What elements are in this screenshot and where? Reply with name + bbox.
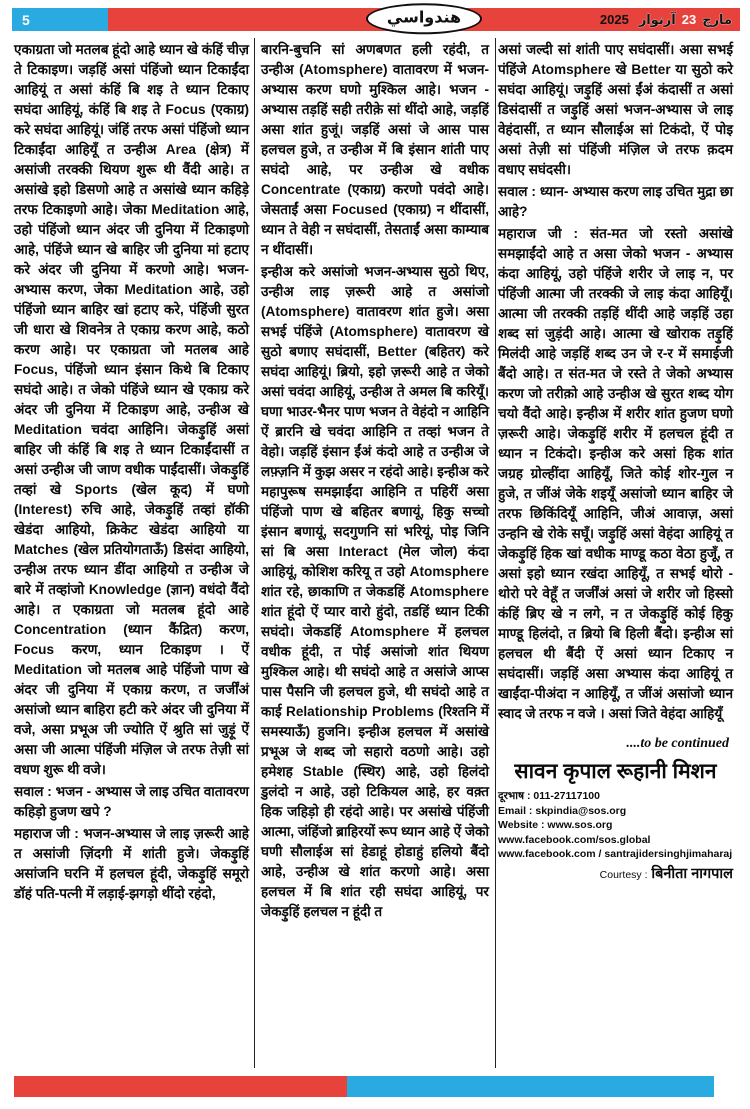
to-be-continued: ....to be continued — [626, 736, 729, 751]
date-month-word: مارچ — [702, 11, 732, 27]
question-heading — [498, 182, 733, 222]
page-number-box — [12, 8, 108, 31]
paragraph — [498, 40, 733, 180]
answer-label: महाराज जी : — [498, 226, 579, 241]
facebook-line-1: www.facebook.com/sos.global — [498, 833, 651, 846]
header-red-bar — [108, 8, 740, 31]
page-number: 5 — [22, 11, 30, 28]
question-label: सवाल : — [14, 784, 52, 799]
answer-label: महाराज जी : — [14, 826, 79, 841]
page-header — [12, 8, 740, 31]
date-words — [639, 12, 732, 28]
question-text: भजन - अभ्यास जे लाइ उचित वातावरण कहिड़ो हुजण खपे ? — [14, 784, 249, 819]
mission-name: सावन कृपाल रूहानी मिशन — [514, 760, 717, 783]
question-label: सवाल : — [498, 184, 536, 199]
website-label: Website : — [498, 819, 545, 831]
phone-line — [498, 789, 733, 804]
contact-lines — [498, 789, 733, 862]
paragraph-text: एकाग्रता जो मतलब हूंदो आहे ध्यान खे कंहिं चीज़ ते टिकाइण। जड़हिं असां पंहिंजो ध्यान टिकाईंदा आहियूं त असां कंहिं बि शइ ते ध्यान टिकाए सघंदा आहियूं, कंहिं बि शइ ते Focus (एकाग्र) करे सघंदा आहियूं। जंहिं तरफ असां पंहिंजो ध्यान टिकाईंदा आहियूँ त उन्हीअ Area (क्षेत्र) में असांजी तरक्की थियण शुरू थी वैंदी आहे। त असांखे इहो डिसणो आहे त असांखे ध्यान कहिड़े तरफ टिकाइणो आहे। जेका Meditation आहे, उहो पंहिंजो ध्यान अंदर जी दुनिया में टिकाइणो आहे, पंहिंजे ध्यान खे बाहिर जी दुनिया मां हटाए करे अंदर जी दुनिया में करणो आहे। भजन-अभ्यास करण, जेका Meditation आहे, उहो पंहिंजो ध्यान बाहिर खां हटाए करे, पंहिंजी सुरत जी धारा खे शिवनेत्र ते एकाग्र करण आहे, कठो करण आहे। पर एकाग्रता जो मतलब आहे Focus, पंहिंजो ध्यान इंसान किथे बि टिकाए सघंदो आहे। त जेको पंहिंजे ध्यान खे एकाग्र करे अंदर जी दुनिया में टिकाइण आहे, उन्हीअ खे Meditation चवंदा आहिनि। जेकड़ुहिं असां बाहिर जी कंहिं बि शइ ते ध्यान टिकाईंदासीं त असां उन्हीअ जी जाण वधीक पाईंदासीं। जेकड़ुहिं तव्हां खे Sports (खेल कूद) में घणो (Interest) रुचि आहे, जेकड़ुहिं तव्हां हॉकी खेडंदा आहियो, क्रिकेट खेडंदा आहियो या Matches (खेल प्रतियोगताऊँ) डिसंदा आहियो, उन्हीअ तरफ ध्यान डींदा आहियो त उन्हीअ जे बारे में तव्हांजो Knowledge (ज्ञान) वधंदो वैंदो आहे। त एकाग्रता जो मतलब हूंदो आहे Concentration (ध्यान कैंद्रित) करण, Focus करण, ध्यान टिकाइण । ऐं Meditation जो मतलब आहे पंहिंजो पाण खे अंदर जी दुनिया में एकाग्र करण, त जर्जींअं असांजो ध्यान बाहिरा हटी करे अंदर जी दुनिया में वजे, असा प्रभूअ जी ज्योति ऐं श्रुति सां जुड़ूं ऐं असा जी आत्मा पंहिंजी मंज़िल जे तरफ तेज़ी सां वधण शुरू थी वजे। — [14, 42, 249, 777]
date-area — [600, 12, 740, 28]
email-value: skpindia@sos.org — [535, 804, 627, 817]
question-heading — [14, 782, 249, 822]
answer-paragraph — [498, 224, 733, 724]
answer-text: भजन-अभ्यास जे लाइ ज़रूरी आहे त असांजी ज़िंदगी में शांती हुजे। जेकड़ुहिं असांजनि घरनि में हलचल हूंदी, जेकड़ुहिं समूरो डॉहं पति-पत्नी में लड़ाई-झगड़ो थींदो रहंदो, — [14, 826, 249, 901]
answer-text: संत-मत जो रस्तो असांखे समझाईंदो आहे त असा जेको भजन - अभ्यास कंदा आहियूं, उहो पंहिंजे शरीर जे लाइ न, पर पंहिंजी आत्मा जी तरक्की जे लाइ कंदा आहियूँ। आत्मा जी तरक्की तड़हिं थींदी आहे जड़हिं उहा शब्द सां जुड़ंदी आहे। आत्मा खे खोराक तड़ुहिं मिलंदी आहे जड़हिं शब्द उन जे र-र में समाईजी बैंदो आहे। त संत-मत जे रस्ते ते जेको अभ्यास करण जो तरीक़ो आहे उन्हीअ खे सुरत शब्द योग चयो वैंदो आहे। इन्हीअ में शरीर शांत हुजण घणो ज़रूरी आहे। जेकड़ुहिं शरीर में हलचल हूंदी त ध्यान न टिकंदो। इन्हीअ करे असां हिक शांत जग्रह ग्रोल्हींदा आहियूँ, जिते कोई शोर-गुल न हुजे, त जींअं जेके शइयूँ असांजो ध्यान बाहिर जे तरफ छिकिंदियूँ आहिनि, जीअं आवाज़, असां उन्हनि खे रोके सघूँ। जड़ुहिं असां वेहंदा आहियूं त जेकड़ुहिं हिक खां वधीक माण्डू कठा वेठा हुजूँ, त असां इहो ध्यान रखंदा आहियूँ, त सभई थोरो - थोरो परे वेहूँ त जर्जींअं असां जे शरीर जो हिस्सो कंहिं ब्रिए खे न लगे, न त जेकड़ुहिं कोई हिकु माण्डू हिलंदो, त ब्रियो बि हिली बैंदो। इन्हीअ सां हलचल थी बैंदी ऐं असां ध्यान टिकाए न सघंदासीं। जड़हिं असा अभ्यास कंदा आहियूं त खाईंदा-पीअंदा न आहियूँ, त जींअं असांजो ध्यान स्वाद जे तरफ न वजे । असां जिते वेहंदा आहियूँ — [498, 226, 733, 721]
masthead-logo — [366, 3, 482, 34]
paragraph — [261, 40, 489, 260]
date-day-number: 23 — [681, 12, 697, 27]
bottom-bar-red-segment — [14, 1076, 347, 1097]
courtesy-line — [498, 864, 733, 885]
date-day-word: آرتوار — [638, 11, 676, 27]
courtesy-name: बिनीता नागपाल — [651, 865, 733, 882]
article-body — [12, 38, 740, 1068]
bottom-bar — [14, 1076, 714, 1097]
website-line — [498, 818, 733, 833]
phone-number: 011-27117100 — [533, 790, 600, 802]
paragraph-text: असां जल्दी सां शांती पाए सघंदासीं। असा सभई पंहिंजे Atomsphere खे Better या सुठो करे सघंदा आहियूं। जड़ुहिं असां ईंअं कंदासीं त असां डिसंदासीं त जड़ुहिं असां भजन-अभ्यास जे लाइ वेहंदासीं, त ध्यान सौलाईअ सां टिकंदो, ऐं पोइ असां तेज़ी सां पंहिंजी मंज़िल जे तरफ क़दम वधाए सघंदसी। — [498, 42, 733, 177]
website-value: www.sos.org — [547, 819, 613, 831]
paragraph-text: बारनि-बुचनि सां अणबणत हली रहंदी, त उन्हीअ (Atomsphere) वातावरण में भजन-अभ्यास करण घणो मुश्किल आहे। भजन - अभ्यास तड़हिं सही तरीक़े सां थींदो आहे, जड़हिं असा शांत हुजूं। जड़हिं असां जे आस पास हलचल हुजे, त उन्हीअ में बि इंसान शांती पाए सघंदो आहे, पर उन्हीअ खे वधीक Concentrate (एकाग्र) करणो पवंदो आहे। जेसताईं असा Focused (एकाग्र) न थींदासीं, ध्यान ते वेही न सघंदासीं, तेसताईं असा काम्याब न थींदासीं। — [261, 42, 489, 257]
paragraph — [14, 40, 249, 780]
bottom-bar-blue-segment — [347, 1076, 715, 1097]
mission-footer — [498, 760, 733, 885]
answer-paragraph — [14, 824, 249, 904]
paragraph — [261, 262, 489, 922]
article-column-3 — [496, 38, 738, 1068]
phone-label: दूरभाष : — [498, 790, 531, 802]
date-year: 2025 — [599, 12, 629, 27]
question-text: ध्यान- अभ्यास करण लाइ उचित मुद्रा छा आहे? — [498, 184, 733, 219]
masthead-title: هندواسي — [386, 9, 462, 27]
courtesy-label: Courtesy : — [599, 868, 648, 881]
facebook-line-2: www.facebook.com / santrajidersinghjimaharaj — [498, 848, 733, 860]
email-line — [498, 804, 733, 819]
paragraph-text: इन्हीअ करे असांजो भजन-अभ्यास सुठो थिए, उन्हीअ लाइ ज़रूरी आहे त असांजो (Atomsphere) वातावरण शांत हुजे। असा सभई पंहिंजे (Atomsphere) वातावरण खे सुठो बणाए सघंदासीं, Better (बहितर) करे सघंदा आहियूं। ब्रियो, इहो ज़रूरी आहे त जेको असां चवंदा आहियूं, उन्हीअ ते अमल बि करियूँ। घणा भाउर-भैनर पाण भजन ते वेहंदो न आहिनि ऐं ब्रारनि खे चवंदा आहिनि त तव्हां भजन ते वेहो। जड़हिं इंसान ईंअं कंदो आहे त उन्हीअ जे लफ़्ज़नि में कुझ असर न रहंदो आहे। इन्हीअ करे महापुरूष समझाईंदा आहिनि त पहिरीं असा पंहिंजो पाण खे बहितर बणायूं, हिकु सच्चो इंसान बणायूं, सदगुणनि सां भरियूं, पोइ जिनि सां बि असा Interact (मेल जोल) कंदा आहियूं, कोशिश करियू त उहो Atomsphere शांत रहे, छाकाणि त जेकडहिं Atomsphere शांत हूंदो ऐं प्यार वारो हुंदो, तडहिं ध्यान टिकी सघंदो। जेकडहिं Atomsphere में हलचल वधीक हूंदी, त पोई असांजो शांत थियण मुश्किल आहे। थी सघंदो आहे त असांजे आप्स पास पैसनि जी हलचल हुजे, थी सघंदो आहे त काई Relationship Problems (रिश्तनि में समस्याऊँ) हुजनि। इन्हीअ हलचल में असांखे प्रभूअ जे शब्द जो सहारो वठणो आहे। उहो हमेशह Stable (स्थिर) आहे, उहो हिलंदो डुलंदो न आहे, उहो टिकियल आहे, हर वक़्त हिक जहिड़ो ही रहंदो आहे। पर असांखे पंहिंजी आत्मा, जंहिंजो ब्राहिरयों रूप ध्यान आहे ऐं जेको घणी सौलाईअ सां हेडाहूं होडाहुं हलियो बैंदो आहे, उन्हीअ खे शांत करणो आहे। असा हलचल में बि शांत रही सघंदा आहियूं, पर जेकड़ुहिं हलचल न हूंदी त — [261, 264, 490, 919]
article-column-2 — [254, 38, 496, 1068]
article-column-1 — [12, 38, 254, 1068]
email-label: Email : — [498, 804, 533, 817]
